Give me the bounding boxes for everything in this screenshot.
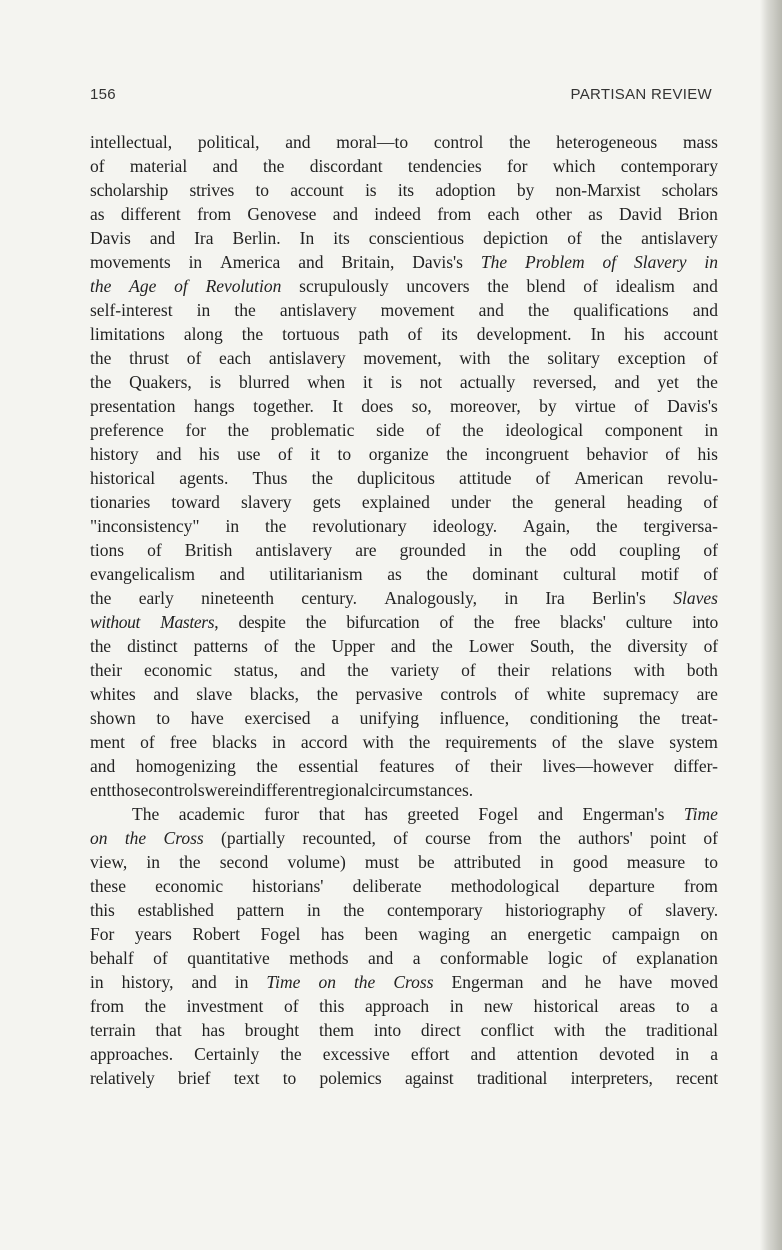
text-line: historical agents. Thus the duplicitous attitude of American revolu- [90, 468, 718, 488]
running-head: PARTISAN REVIEW [570, 86, 712, 103]
text-line: view, in the second volume) must be attributed in good measure to [90, 852, 718, 872]
text-line: tionaries toward slavery gets explained under the general heading of [90, 492, 718, 512]
text-line: For years Robert Fogel has been waging an energetic campaign on [90, 924, 718, 944]
text-line: in history, and in Time on the Cross Engerman and he have moved [90, 972, 718, 992]
text-line: tions of British antislavery are grounded in the odd coupling of [90, 540, 718, 560]
text-line: presentation hangs together. It does so, moreover, by virtue of Davis's [90, 396, 718, 416]
text-line: limitations along the tortuous path of its development. In his account [90, 324, 718, 344]
page-header [90, 86, 712, 106]
text-line: of material and the discordant tendencies for which contemporary [90, 156, 718, 176]
text-line: history and his use of it to organize the incongruent behavior of his [90, 444, 718, 464]
text-line: this established pattern in the contemporary historiography of slavery. [90, 900, 718, 920]
text-line: scholarship strives to account is its adoption by non-Marxist scholars [90, 180, 718, 200]
text-line: Davis and Ira Berlin. In its conscientious depiction of the antislavery [90, 228, 718, 248]
text-line: the Age of Revolution scrupulously uncovers the blend of idealism and [90, 276, 718, 296]
text-line: ment of free blacks in accord with the requirements of the slave system [90, 732, 718, 752]
text-line: their economic status, and the variety of their relations with both [90, 660, 718, 680]
text-line: on the Cross (partially recounted, of course from the authors' point of [90, 828, 718, 848]
text-line: The academic furor that has greeted Fogel and Engerman's Time [132, 804, 718, 824]
text-line: intellectual, political, and moral—to control the heterogeneous mass [90, 132, 718, 152]
text-line: whites and slave blacks, the pervasive controls of white supremacy are [90, 684, 718, 704]
text-line: the distinct patterns of the Upper and the Lower South, the diversity of [90, 636, 718, 656]
text-line: preference for the problematic side of the ideological component in [90, 420, 718, 440]
text-line: behalf of quantitative methods and a conformable logic of explanation [90, 948, 718, 968]
text-line: self-interest in the antislavery movement and the qualifications and [90, 300, 718, 320]
text-line: without Masters, despite the bifurcation of the free blacks' culture into [90, 612, 718, 632]
text-line: ent those controls were in different regional circumstances. [90, 780, 474, 800]
paragraph [90, 130, 718, 802]
text-line: evangelicalism and utilitarianism as the dominant cultural motif of [90, 564, 718, 584]
text-line: movements in America and Britain, Davis's The Problem of Slavery in [90, 252, 718, 272]
paragraph [90, 802, 718, 1090]
text-line: as different from Genovese and indeed from each other as David Brion [90, 204, 718, 224]
text-line: relatively brief text to polemics against traditional interpreters, recent [90, 1068, 718, 1088]
text-line: "inconsistency" in the revolutionary ideology. Again, the tergiversa- [90, 516, 718, 536]
text-line: shown to have exercised a unifying influence, conditioning the treat- [90, 708, 718, 728]
text-line: the thrust of each antislavery movement, with the solitary exception of [90, 348, 718, 368]
text-line: from the investment of this approach in new historical areas to a [90, 996, 718, 1016]
text-line: and homogenizing the essential features of their lives—however differ- [90, 756, 718, 776]
text-line: these economic historians' deliberate methodological departure from [90, 876, 718, 896]
text-line: approaches. Certainly the excessive effort and attention devoted in a [90, 1044, 718, 1064]
text-line: the early nineteenth century. Analogously, in Ira Berlin's Slaves [90, 588, 718, 608]
body-text [90, 130, 718, 1090]
page-number: 156 [90, 86, 116, 103]
text-line: the Quakers, is blurred when it is not actually reversed, and yet the [90, 372, 718, 392]
page-edge [760, 0, 782, 1250]
text-line: terrain that has brought them into direct conflict with the traditional [90, 1020, 718, 1040]
